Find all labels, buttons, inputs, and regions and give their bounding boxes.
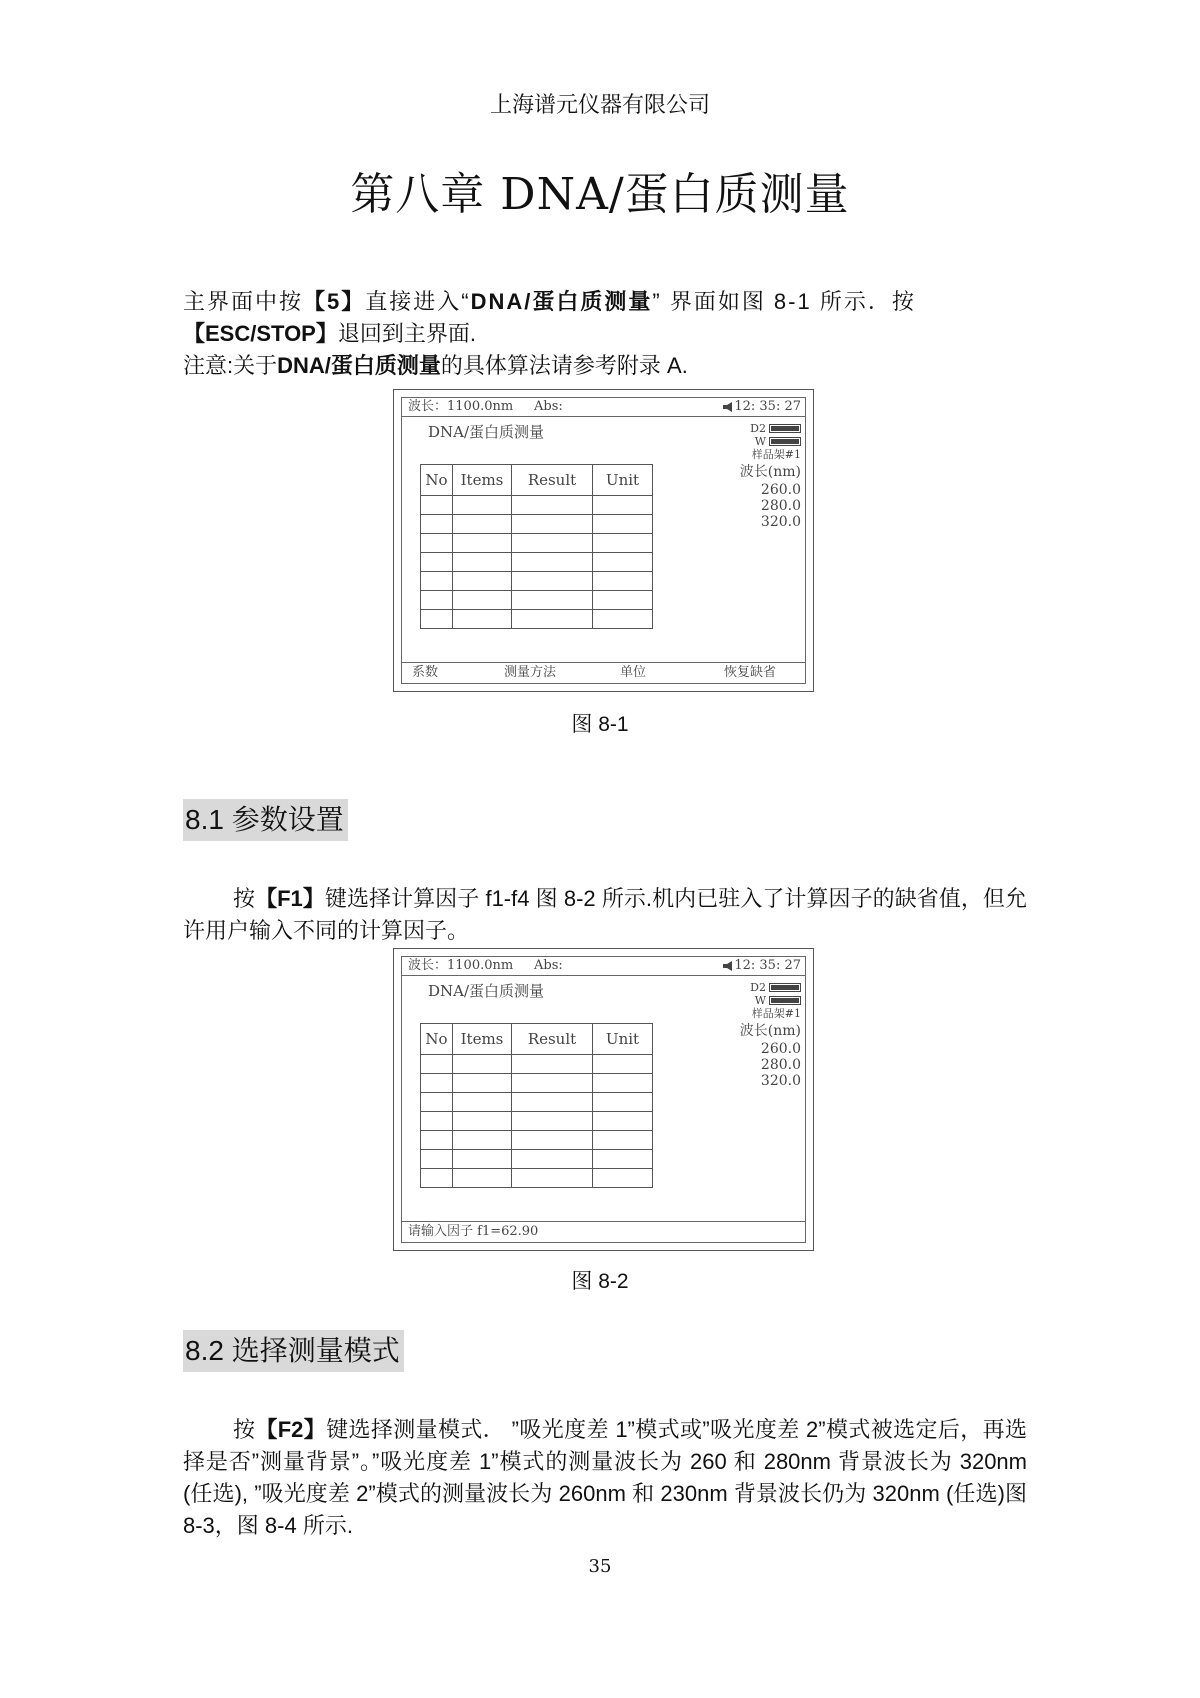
fkey-coefficient[interactable]: 系数 (412, 665, 439, 680)
wavelength-readout: 波长：1100.0nm (408, 958, 514, 973)
text: 注意:关于 (183, 353, 278, 378)
table-row (421, 1093, 653, 1112)
lamp-indicator-icon (769, 996, 801, 1005)
col-header-items: Items (453, 465, 512, 496)
wavelength-value: 260.0 (760, 1041, 801, 1057)
table-row (421, 1150, 653, 1169)
screen-title: DNA/蛋白质测量 (428, 423, 545, 441)
text: 的具体算法请参考附录 A. (440, 353, 688, 378)
results-table (420, 1023, 653, 1188)
key-f2: 【F2】 (255, 1417, 327, 1442)
lamp-indicator-icon (769, 424, 801, 433)
input-prompt-bar (402, 1221, 805, 1242)
bold-term: DNA/蛋白质测量 (277, 353, 441, 378)
page-number: 35 (588, 1556, 612, 1577)
lamp-label: W (754, 434, 766, 448)
key-5: 【5】 (303, 289, 366, 314)
lamp-label: D2 (750, 980, 766, 994)
figure-caption: 图 8-1 (571, 713, 629, 736)
lamp-d2 (740, 422, 801, 435)
speaker-icon (723, 402, 735, 412)
clock: 12: 35: 27 (734, 399, 801, 414)
lamp-panel (740, 981, 801, 1090)
intro-note (183, 350, 1027, 382)
bold-term: DNA/蛋白质测量 (470, 289, 653, 314)
table-row (421, 572, 653, 591)
function-key-bar (402, 662, 805, 683)
key-f1: 【F1】 (255, 886, 325, 911)
lamp-w (740, 435, 801, 448)
lamp-label: W (754, 993, 766, 1007)
fkey-unit[interactable]: 单位 (620, 665, 647, 680)
factor-input-prompt[interactable]: 请输入因子 f1=62.90 (408, 1224, 539, 1239)
status-bar (402, 957, 805, 976)
col-header-result: Result (512, 1024, 593, 1055)
wavelength-header: 波长(nm) (739, 1023, 801, 1039)
screen-display (401, 956, 806, 1243)
intro-line-2 (183, 318, 1027, 350)
section-heading: 8.2 选择测量模式 (183, 1330, 404, 1372)
col-header-items: Items (453, 1024, 512, 1055)
table-row (421, 553, 653, 572)
table-row (421, 1055, 653, 1074)
screen-display (401, 397, 806, 684)
abs-readout: Abs: (534, 958, 563, 973)
screen-figure-8-2 (393, 948, 814, 1251)
wavelength-readout: 波长：1100.0nm (408, 399, 514, 414)
table-row (421, 534, 653, 553)
fkey-measure-method[interactable]: 测量方法 (504, 665, 557, 680)
text: 按 (233, 886, 256, 911)
col-header-no: No (421, 1024, 453, 1055)
text: 退回到主界面. (337, 321, 476, 346)
section-heading: 8.1 参数设置 (183, 799, 348, 841)
key-esc-stop: 【ESC/STOP】 (183, 321, 338, 346)
text: 直接进入“ (365, 289, 471, 314)
paragraph-f2 (183, 1414, 1027, 1542)
col-header-no: No (421, 465, 453, 496)
lamp-label: D2 (750, 421, 766, 435)
lamp-panel (740, 422, 801, 531)
text: 键选择测量模式． ”吸光度差 1”模式或”吸光度差 2”模式被选定后，再选择是否”测量背景”。”吸光度差 1”模式的测量波长为 260 和 280nm 背景波长为 320nm (任选), ”吸光度差 2”模式的测量波长为 260nm 和 230nm 背景波长仍为 320nm (任选)图 8-3，图 8-4 所示. (183, 1417, 1027, 1538)
text: 键选择计算因子 f1-f4 图 8-2 所示.机内已驻入了计算因子的缺省值，但允许用户输入不同的计算因子。 (183, 886, 1027, 943)
intro-line-1 (183, 286, 1027, 318)
table-row (421, 1074, 653, 1093)
wavelength-value: 320.0 (760, 1073, 801, 1089)
wavelength-value: 280.0 (760, 498, 801, 514)
paragraph-f1 (183, 883, 1027, 947)
table-header-row (421, 465, 653, 496)
table-row (421, 1169, 653, 1188)
col-header-result: Result (512, 465, 593, 496)
lamp-d2 (740, 981, 801, 994)
clock: 12: 35: 27 (734, 958, 801, 973)
screen-title: DNA/蛋白质测量 (428, 982, 545, 1000)
wavelength-value: 260.0 (760, 482, 801, 498)
wavelength-value: 320.0 (760, 514, 801, 530)
text: 主界面中按 (183, 289, 304, 314)
wavelength-value: 280.0 (760, 1057, 801, 1073)
speaker-icon (723, 961, 735, 971)
text: ” 界面如图 8-1 所示．按 (652, 289, 916, 314)
table-row (421, 496, 653, 515)
table-row (421, 1131, 653, 1150)
cell-holder: 样品架#1 (751, 448, 801, 461)
abs-readout: Abs: (534, 399, 563, 414)
chapter-title: 第八章 DNA/蛋白质测量 (350, 169, 850, 220)
cell-holder: 样品架#1 (751, 1007, 801, 1020)
status-bar (402, 398, 805, 417)
text: 按 (233, 1417, 256, 1442)
table-row (421, 515, 653, 534)
col-header-unit: Unit (593, 465, 653, 496)
table-row (421, 1112, 653, 1131)
table-row (421, 591, 653, 610)
figure-caption: 图 8-2 (571, 1270, 629, 1293)
fkey-restore-default[interactable]: 恢复缺省 (724, 665, 777, 680)
lamp-indicator-icon (769, 983, 801, 992)
table-header-row (421, 1024, 653, 1055)
screen-figure-8-1 (393, 389, 814, 692)
intro-paragraph (183, 286, 1027, 382)
results-table (420, 464, 653, 629)
wavelength-header: 波长(nm) (739, 464, 801, 480)
col-header-unit: Unit (593, 1024, 653, 1055)
page-header: 上海谱元仪器有限公司 (489, 93, 710, 118)
lamp-indicator-icon (769, 437, 801, 446)
table-row (421, 610, 653, 629)
lamp-w (740, 994, 801, 1007)
